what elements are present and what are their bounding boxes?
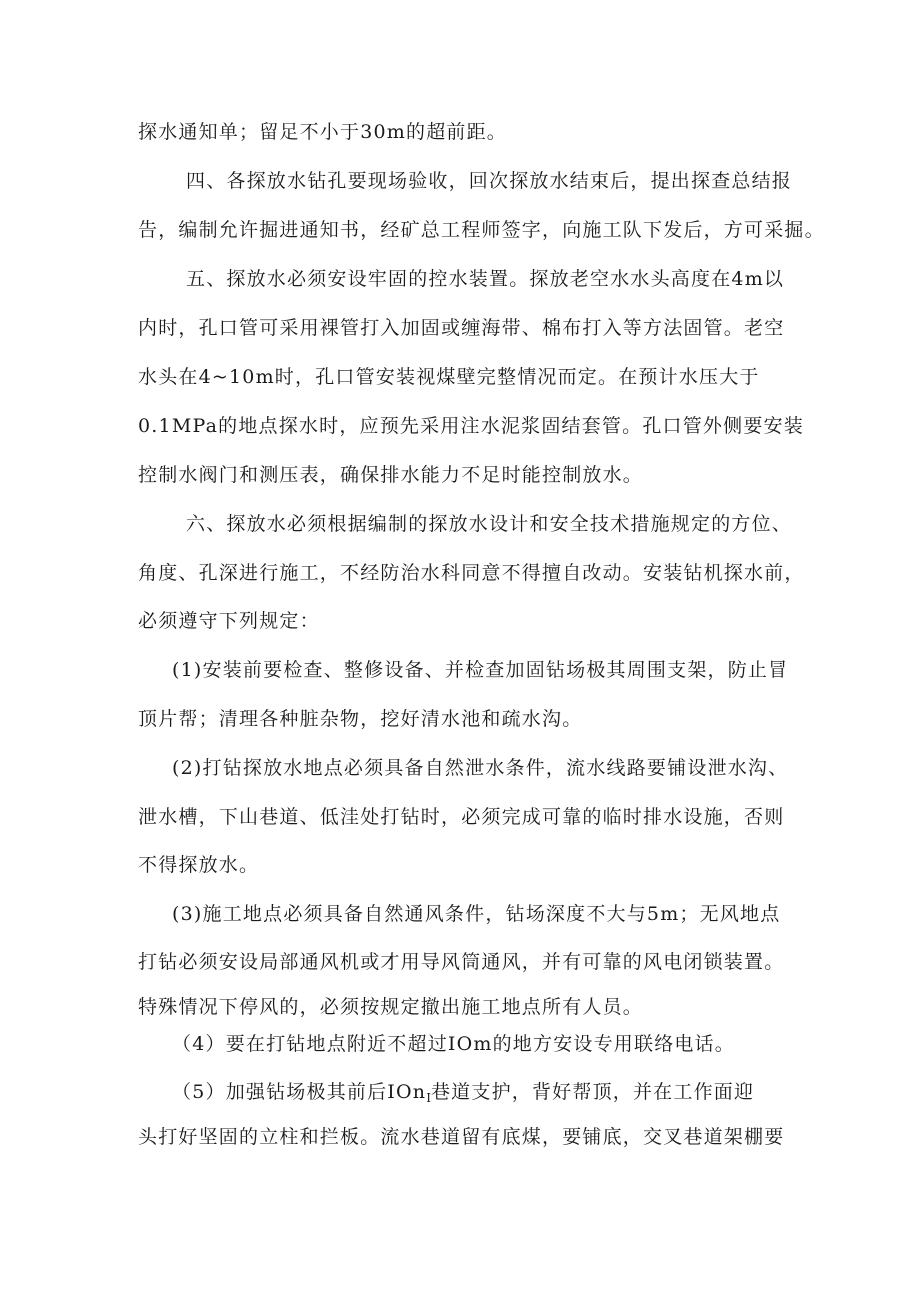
item-5-line-1 bbox=[172, 1080, 754, 1110]
item-4-line-1: （4）要在打钻地点附近不超过IOm的地方安设专用联络电话。 bbox=[172, 1033, 735, 1055]
paragraph-6-line-3: 必须遵守下列规定： bbox=[138, 610, 320, 632]
item-1-line-2: 顶片帮；清理各种脏杂物，挖好清水池和疏水沟。 bbox=[138, 708, 583, 730]
item-5-line-2: 头打好坚固的立柱和拦板。流水巷道留有底煤，要铺底，交叉巷道架棚要 bbox=[138, 1126, 785, 1148]
item-3-line-3: 特殊情况下停风的，必须按规定撤出施工地点所有人员。 bbox=[138, 996, 644, 1018]
paragraph-5-line-2: 内时，孔口管可采用裸管打入加固或缠海带、棉布打入等方法固管。老空 bbox=[138, 317, 785, 339]
item-1-line-1: (1)安装前要检查、整修设备、并检查加固钻场极其周围支架，防止冒 bbox=[172, 659, 789, 681]
item-5-text-start: （5）加强钻场极其前后IOn bbox=[172, 1081, 427, 1103]
item-5-text-end: 巷道支护，背好帮顶，并在工作面迎 bbox=[430, 1081, 755, 1103]
paragraph-6-line-1: 六、探放水必须根据编制的探放水设计和安全技术措施规定的方位、 bbox=[186, 513, 793, 535]
text-line-1: 探水通知单；留足不小于30m的超前距。 bbox=[138, 121, 507, 143]
item-2-line-3: 不得探放水。 bbox=[138, 854, 260, 876]
item-3-line-1: (3)施工地点必须具备自然通风条件，钻场深度不大与5m；无风地点 bbox=[172, 903, 781, 925]
paragraph-4-line-1: 四、各探放水钻孔要现场验收，回次探放水结束后，提出探查总结报 bbox=[186, 170, 793, 192]
paragraph-5-line-4: 0.1MPa的地点探水时，应预先采用注水泥浆固结套管。孔口管外侧要安装 bbox=[138, 415, 804, 437]
paragraph-5-line-5: 控制水阀门和测压表，确保排水能力不足时能控制放水。 bbox=[138, 464, 644, 486]
paragraph-5-line-3: 水头在4~10m时，孔口管安装视煤壁完整情况而定。在预计水压大于 bbox=[138, 366, 760, 388]
item-2-line-1: (2)打钻探放水地点必须具备自然泄水条件，流水线路要铺设泄水沟、 bbox=[172, 757, 789, 779]
paragraph-4-line-2: 告，编制允许掘进通知书，经矿总工程师签字，向施工队下发后，方可采掘。 bbox=[138, 219, 825, 241]
subscript-mark: I bbox=[426, 1091, 431, 1105]
item-2-line-2: 泄水槽，下山巷道、低洼处打钻时，必须完成可靠的临时排水设施，否则 bbox=[138, 806, 785, 828]
paragraph-5-line-1: 五、探放水必须安设牢固的控水装置。探放老空水水头高度在4m以 bbox=[186, 268, 785, 290]
item-3-line-2: 打钻必须安设局部通风机或才用导风筒通风，并有可靠的风电闭锁装置。 bbox=[138, 951, 785, 973]
paragraph-6-line-2: 角度、孔深进行施工，不经防治水科同意不得擅自改动。安装钻机探水前， bbox=[138, 562, 805, 584]
